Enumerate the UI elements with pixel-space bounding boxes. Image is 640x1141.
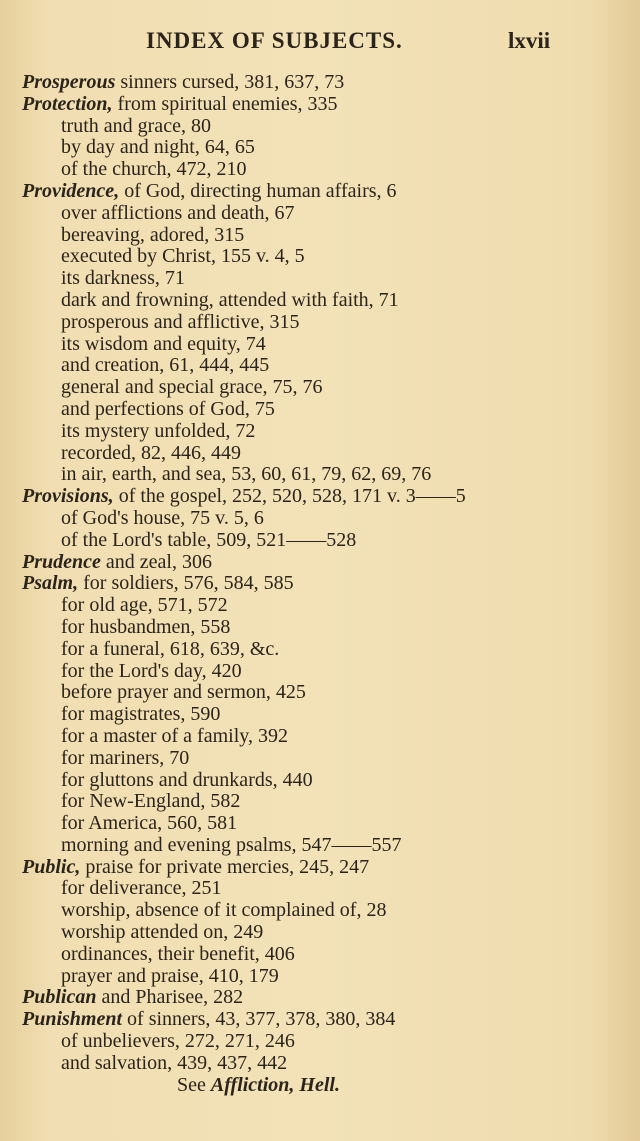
index-subentry: for old age, 571, 572 [61, 595, 228, 617]
index-subentry: of the church, 472, 210 [61, 159, 247, 181]
index-subentry: for husbandmen, 558 [61, 616, 231, 638]
index-subentry: prayer and praise, 410, 179 [61, 965, 279, 987]
index-subentry: prosperous and afflictive, 315 [61, 311, 300, 333]
see-also-line [0, 1075, 640, 1097]
index-subentry: bereaving, adored, 315 [61, 224, 245, 246]
index-subentry: for New-England, 582 [61, 791, 241, 813]
index-term: Provisions, [22, 486, 114, 508]
index-entry-main [0, 1009, 640, 1031]
index-subentry: of God's house, 75 v. 5, 6 [61, 507, 264, 529]
index-subentry: its wisdom and equity, 74 [61, 333, 266, 355]
index-subentry: its darkness, 71 [61, 268, 185, 290]
index-entry-main [0, 987, 640, 1009]
index-references: sinners cursed, 381, 637, 73 [115, 72, 345, 93]
index-subentry: for mariners, 70 [61, 747, 190, 769]
index-subentry: ordinances, their benefit, 406 [61, 943, 295, 965]
index-term: Psalm, [22, 573, 79, 595]
index-references: for soldiers, 576, 584, 585 [78, 573, 294, 595]
see-also-reference: Affliction, Hell. [210, 1074, 340, 1096]
index-subentry: dark and frowning, attended with faith, 71 [61, 289, 399, 311]
index-subentry: over afflictions and death, 67 [61, 202, 295, 224]
index-entry-main [0, 573, 640, 595]
page-header [0, 28, 640, 58]
index-subentry: in air, earth, and sea, 53, 60, 61, 79, 62, 69, 76 [61, 464, 432, 486]
index-references: of sinners, 43, 377, 378, 380, 384 [122, 1009, 396, 1031]
index-subentry: for magistrates, 590 [61, 704, 221, 726]
index-entry-main [0, 72, 640, 94]
index-subentry: by day and night, 64, 65 [61, 137, 255, 159]
index-subentry: for the Lord's day, 420 [61, 660, 242, 682]
index-term: Publican [22, 987, 97, 1009]
index-references: and Pharisee, 282 [96, 987, 244, 1009]
index-entry-main [0, 552, 640, 574]
page-number: lxvii [508, 28, 551, 53]
index-subentry: worship attended on, 249 [61, 922, 264, 944]
index-subentry: general and special grace, 75, 76 [61, 377, 323, 399]
index-subentry: for gluttons and drunkards, 440 [61, 769, 313, 791]
index-references: of the gospel, 252, 520, 528, 171 v. 3——5 [113, 486, 466, 508]
index-term: Protection, [22, 93, 113, 115]
index-references: of God, directing human affairs, 6 [119, 180, 397, 202]
index-term: Prudence [22, 551, 101, 573]
index-term: Punishment [22, 1009, 123, 1031]
index-entries [0, 72, 640, 1096]
index-entry-main [0, 181, 640, 203]
see-label: See [177, 1074, 211, 1096]
index-subentry: its mystery unfolded, 72 [61, 420, 256, 442]
index-references: praise for private mercies, 245, 247 [80, 856, 370, 878]
index-subentry: truth and grace, 80 [61, 115, 211, 137]
index-subentry: of unbelievers, 272, 271, 246 [61, 1031, 295, 1053]
page-title: INDEX OF SUBJECTS. [146, 28, 403, 53]
index-subentry: for deliverance, 251 [61, 878, 222, 900]
index-entry-main [0, 94, 640, 116]
index-subentry: and salvation, 439, 437, 442 [61, 1052, 288, 1074]
index-subentry: for America, 560, 581 [61, 813, 238, 835]
index-references: from spiritual enemies, 335 [112, 93, 338, 115]
index-subentry: recorded, 82, 446, 449 [61, 442, 241, 464]
index-subentry: for a master of a family, 392 [61, 725, 288, 747]
index-subentry: worship, absence of it complained of, 28 [61, 900, 387, 922]
index-entry-main [0, 857, 640, 879]
index-term: Public, [22, 856, 81, 878]
index-subentry: and creation, 61, 444, 445 [61, 355, 270, 377]
index-references: and zeal, 306 [100, 551, 212, 573]
index-subentry: morning and evening psalms, 547——557 [61, 834, 402, 856]
index-term: Prosperous [22, 72, 116, 93]
index-subentry: and perfections of God, 75 [61, 398, 275, 420]
index-term: Providence, [22, 180, 120, 202]
index-entry-main [0, 486, 640, 508]
index-subentry: of the Lord's table, 509, 521——528 [61, 529, 357, 551]
index-subentry: before prayer and sermon, 425 [61, 682, 306, 704]
index-subentry: executed by Christ, 155 v. 4, 5 [61, 246, 305, 268]
index-subentry: for a funeral, 618, 639, &c. [61, 638, 280, 660]
